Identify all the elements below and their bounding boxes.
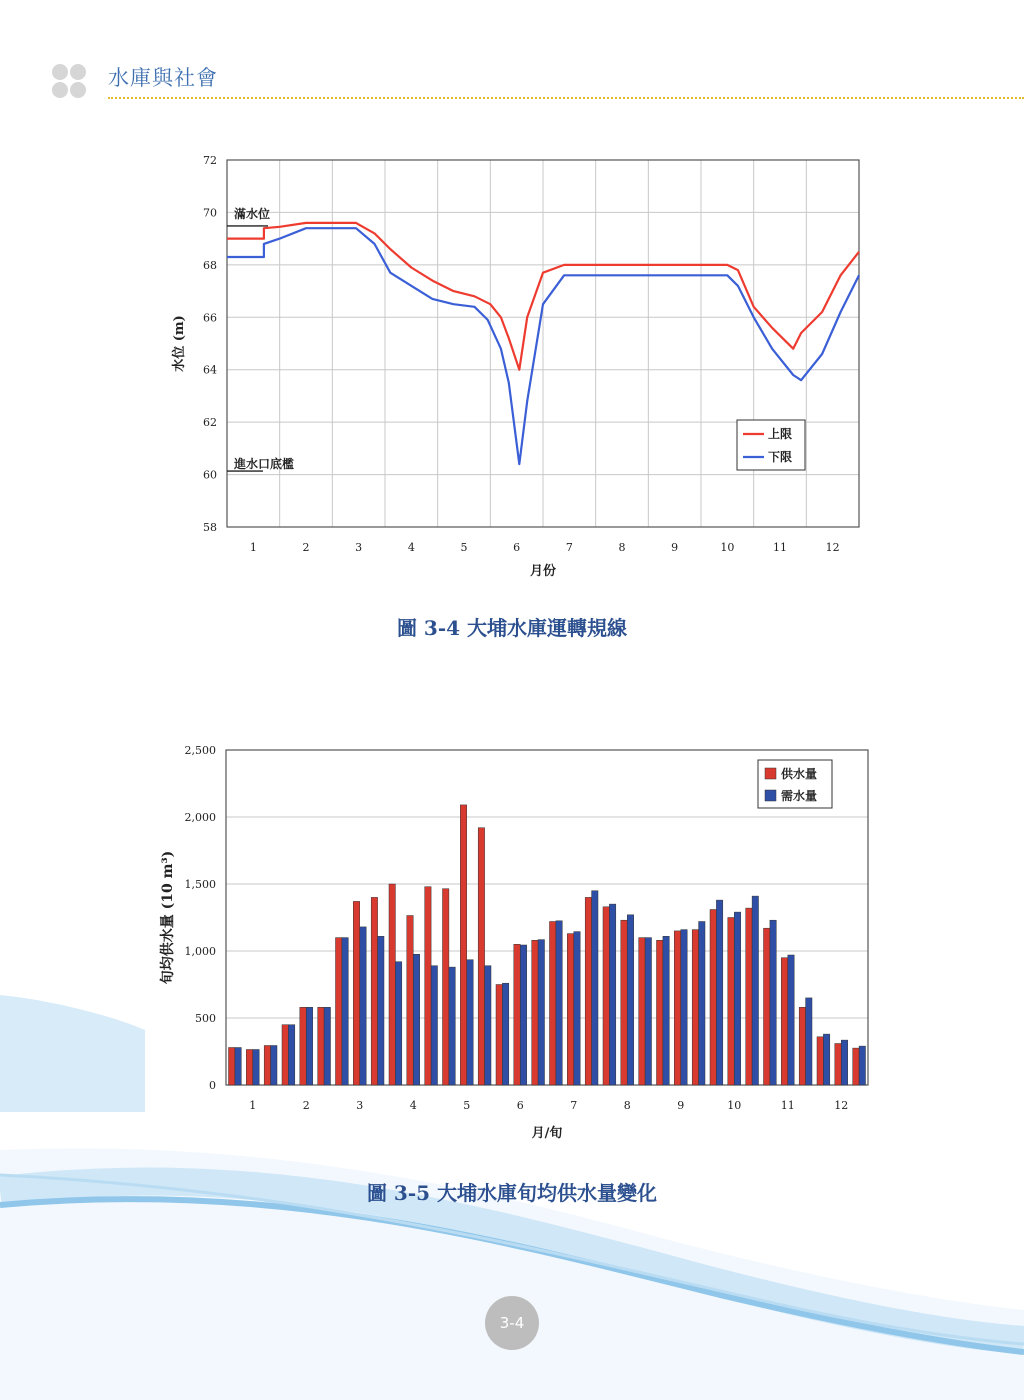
intake-sill-annotation: 進水口底檻	[234, 457, 295, 472]
supply-bar	[514, 944, 520, 1085]
supply-bar	[532, 940, 538, 1085]
demand-bar	[752, 896, 758, 1085]
supply-bar	[799, 1007, 805, 1085]
page-header	[52, 62, 1024, 102]
demand-bar	[502, 983, 508, 1085]
supply-bar	[407, 916, 413, 1086]
x-tick-label: 6	[513, 541, 521, 554]
x-tick-label: 12	[834, 1099, 849, 1112]
header-title: 水庫與社會	[108, 66, 218, 90]
supply-bar	[300, 1007, 306, 1085]
demand-bar	[306, 1007, 312, 1085]
y-tick-label: 58	[203, 521, 217, 534]
supply-bar	[781, 958, 787, 1085]
legend-swatch	[765, 790, 776, 801]
demand-bar	[485, 966, 491, 1085]
x-tick-label: 1	[249, 1099, 257, 1112]
demand-bar	[806, 998, 812, 1085]
demand-bar	[823, 1034, 829, 1085]
demand-bar	[716, 900, 722, 1085]
supply-bar	[746, 908, 752, 1085]
legend	[737, 420, 805, 470]
demand-bar	[609, 904, 615, 1085]
header-divider	[108, 97, 1024, 99]
supply-bar	[371, 897, 377, 1085]
demand-bar	[235, 1048, 241, 1086]
supply-bar	[657, 940, 663, 1085]
supply-bar	[585, 897, 591, 1085]
supply-bar	[692, 930, 698, 1085]
demand-bar	[538, 940, 544, 1085]
y-axis-label: 水位 (m)	[172, 315, 187, 372]
x-tick-label: 3	[356, 1099, 364, 1112]
demand-bar	[449, 967, 455, 1085]
supply-bar	[853, 1048, 859, 1085]
demand-bar	[699, 922, 705, 1086]
x-tick-label: 7	[570, 1099, 578, 1112]
demand-bar	[556, 921, 562, 1085]
y-tick-label: 64	[203, 363, 217, 377]
supply-bar	[817, 1037, 823, 1085]
y-tick-label: 70	[203, 206, 217, 220]
demand-bar	[627, 915, 633, 1085]
supply-bar	[229, 1048, 235, 1086]
x-tick-label: 5	[460, 541, 468, 554]
legend-label: 上限	[768, 427, 793, 441]
x-tick-label: 6	[516, 1099, 524, 1112]
y-tick-label: 60	[203, 468, 217, 482]
supply-bar	[710, 910, 716, 1086]
supply-bar	[443, 889, 449, 1085]
supply-bar	[460, 805, 466, 1085]
supply-bar	[639, 938, 645, 1085]
x-tick-label: 4	[409, 1099, 417, 1112]
figure-caption-3-5: 圖 3-5 大埔水庫旬均供水量變化	[366, 1181, 658, 1205]
supply-bar	[835, 1044, 841, 1086]
supply-bar	[318, 1007, 324, 1085]
x-tick-label: 2	[302, 541, 310, 554]
legend-label: 下限	[768, 450, 793, 464]
demand-bar	[681, 930, 687, 1085]
demand-bar	[395, 962, 401, 1085]
water-supply-chart	[0, 730, 1024, 1170]
page-number: 3-4	[485, 1296, 539, 1350]
demand-bar	[360, 927, 366, 1085]
supply-bar	[496, 985, 502, 1086]
legend-swatch	[765, 768, 776, 779]
supply-bar	[603, 907, 609, 1085]
x-tick-label: 4	[407, 541, 415, 554]
demand-bar	[378, 936, 384, 1085]
x-axis-label: 月份	[529, 564, 557, 579]
demand-bar	[413, 954, 419, 1085]
demand-bar	[431, 966, 437, 1085]
demand-bar	[324, 1007, 330, 1085]
demand-bar	[841, 1040, 847, 1085]
demand-bar	[520, 945, 526, 1085]
y-tick-label: 2,500	[184, 744, 216, 757]
x-tick-label: 10	[727, 1099, 742, 1112]
x-tick-label: 11	[773, 541, 787, 554]
x-tick-label: 10	[720, 541, 735, 554]
y-tick-label: 1,500	[184, 878, 216, 891]
water-level-chart	[0, 140, 1024, 740]
demand-bar	[467, 960, 473, 1085]
y-tick-label: 0	[209, 1079, 216, 1092]
supply-bar	[246, 1050, 252, 1086]
supply-bar	[425, 887, 431, 1085]
figure-caption-3-4: 圖 3-4 大埔水庫運轉規線	[396, 616, 628, 640]
supply-bar	[728, 918, 734, 1086]
x-tick-label: 7	[565, 541, 573, 554]
header-dots-icon	[52, 62, 92, 102]
x-tick-label: 9	[677, 1099, 685, 1112]
demand-bar	[663, 936, 669, 1085]
supply-bar	[264, 1046, 270, 1086]
legend	[758, 760, 832, 808]
demand-bar	[592, 891, 598, 1085]
y-tick-label: 72	[203, 154, 217, 167]
full-level-annotation: 滿水位	[234, 206, 271, 221]
demand-bar	[770, 920, 776, 1085]
supply-bar	[336, 938, 342, 1085]
demand-bar	[734, 912, 740, 1085]
demand-bar	[859, 1046, 865, 1085]
y-axis-label: 旬均供水量 (10 m³)	[160, 850, 176, 985]
supply-bar	[764, 928, 770, 1085]
demand-bar	[253, 1050, 259, 1086]
x-tick-label: 5	[463, 1099, 471, 1112]
y-tick-label: 66	[203, 311, 217, 325]
x-tick-label: 9	[671, 541, 679, 554]
y-tick-label: 68	[203, 258, 217, 272]
supply-bar	[550, 922, 556, 1086]
supply-bar	[621, 920, 627, 1085]
supply-bar	[567, 934, 573, 1085]
supply-bar	[674, 931, 680, 1085]
y-tick-label: 500	[195, 1012, 216, 1025]
x-tick-label: 1	[249, 541, 257, 554]
supply-bar	[282, 1025, 288, 1085]
x-tick-label: 3	[355, 541, 363, 554]
demand-bar	[645, 938, 651, 1085]
y-tick-label: 62	[203, 416, 217, 430]
y-tick-label: 2,000	[184, 811, 216, 824]
x-tick-label: 12	[825, 541, 840, 554]
x-tick-label: 11	[780, 1099, 795, 1112]
demand-bar	[271, 1046, 277, 1086]
x-tick-label: 2	[302, 1099, 310, 1112]
demand-bar	[574, 932, 580, 1085]
demand-bar	[788, 955, 794, 1085]
supply-bar	[478, 828, 484, 1085]
demand-bar	[288, 1025, 294, 1085]
demand-bar	[342, 938, 348, 1085]
supply-bar	[353, 901, 359, 1085]
supply-bar	[389, 884, 395, 1085]
x-axis-label: 月/旬	[531, 1126, 563, 1141]
y-tick-label: 1,000	[184, 945, 216, 958]
x-tick-label: 8	[618, 541, 626, 554]
legend-label: 需水量	[781, 789, 818, 803]
legend-label: 供水量	[781, 767, 818, 781]
x-tick-label: 8	[623, 1099, 631, 1112]
